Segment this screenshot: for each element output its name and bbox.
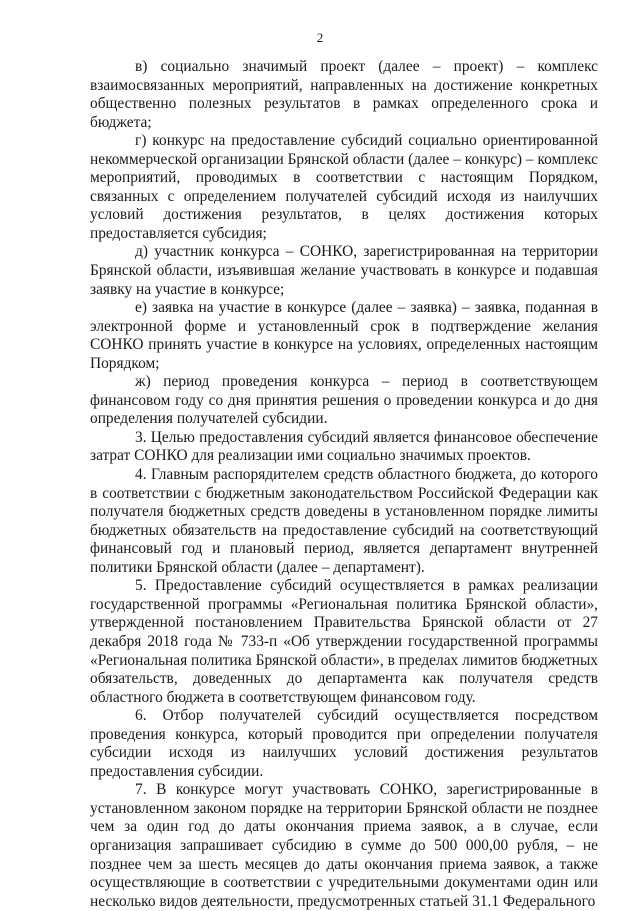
paragraph-d-participant-definition: д) участник конкурса – СОНКО, зарегистрированная на территории Брянской области, изъявившая желание участвовать в конкурсе и подавшая заявку на участие в конкурсе; — [90, 243, 598, 298]
document-body — [90, 58, 598, 911]
paragraph-g-contest-definition: г) конкурс на предоставление субсидий социально ориентированной некоммерческой организации Брянской области (далее – конкурс) – комплекс мероприятий, проводимых в соответствии с настоящим Порядком, связанных с определением получателей субсидий исходя из наилучших условий достижения результатов, в целях достижения которых предоставляется субсидия; — [90, 132, 598, 242]
paragraph-v-project-definition: в) социально значимый проект (далее – проект) – комплекс взаимосвязанных мероприятий, направленных на достижение конкретных общественно полезных результатов в рамках определенного срока и бюджета; — [90, 58, 598, 131]
paragraph-3-purpose: 3. Целью предоставления субсидий является финансовое обеспечение затрат СОНКО для реализации ими социально значимых проектов. — [90, 428, 598, 465]
paragraph-4-chief-administrator: 4. Главным распорядителем средств областного бюджета, до которого в соответствии с бюджетным законодательством Российской Федерации как получателя бюджетных средств доведены в установленном порядке лимиты бюджетных обязательств на предоставление субсидий на соответствующий финансовый год и плановый период, является департамент внутренней политики Брянской области (далее – департамент). — [90, 466, 598, 576]
paragraph-e-application-definition: е) заявка на участие в конкурсе (далее – заявка) – заявка, поданная в электронной форме и установленный срок в подтверждение желания СОНКО принять участие в конкурсе на условиях, определенных настоящим Порядком; — [90, 299, 598, 372]
page-number: 2 — [316, 30, 324, 45]
paragraph-7-eligibility: 7. В конкурсе могут участвовать СОНКО, зарегистрированные в установленном законом порядке на территории Брянской области не позднее чем за один год до даты окончания приема заявок, а в случае, если организация запрашивает субсидию в сумме до 500 000,00 рубля, – не позднее чем за шесть месяцев до даты окончания приема заявок, а также осуществляющие в соответствии с учредительными документами один или несколько видов деятельности, предусмотренных статьей 31.1 Федерального — [90, 781, 598, 910]
paragraph-5-state-program: 5. Предоставление субсидий осуществляется в рамках реализации государственной программы «Региональная политика Брянской области», утвержденной постановлением Правительства Брянской области от 27 декабря 2018 года № 733-п «Об утверждении государственной программы «Региональная политика Брянской области», в пределах лимитов бюджетных обязательств, доведенных до департамента как получателя средств областного бюджета в соответствующем финансовом году. — [90, 577, 598, 706]
paragraph-zh-contest-period-definition: ж) период проведения конкурса – период в соответствующем финансовом году со дня принятия решения о проведении конкурса и до дня определения получателей субсидии. — [90, 373, 598, 428]
paragraph-6-selection: 6. Отбор получателей субсидий осуществляется посредством проведения конкурса, который проводится при определении получателя субсидии исходя из наилучших условий достижения результатов предоставления субсидии. — [90, 707, 598, 780]
